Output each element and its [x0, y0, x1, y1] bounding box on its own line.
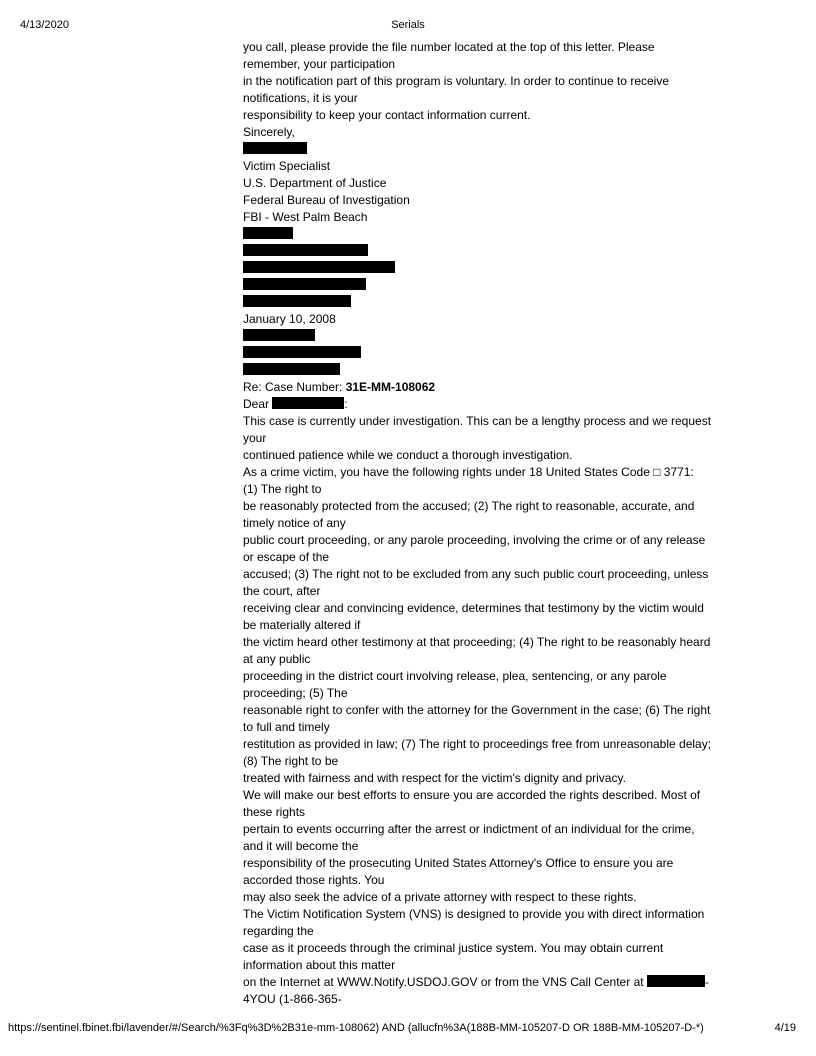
letter-body-line: may also seek the advice of a private attorney with respect to these rights.	[243, 890, 637, 904]
signature-office: FBI - West Palm Beach	[243, 210, 368, 224]
signature-bureau: Federal Bureau of Investigation	[243, 193, 410, 207]
letter-content	[243, 39, 715, 1008]
letter-body-line: restitution as provided in law; (7) The right to proceedings free from unreasonable delay;	[243, 737, 712, 751]
redacted-address-line	[243, 243, 715, 260]
letter-body-line: pertain to events occurring after the arrest or indictment of an individual for the crime,	[243, 822, 695, 836]
letter-body-line: information about this matter	[243, 958, 396, 972]
redacted-signature-line	[243, 141, 715, 158]
letter-body-line: be materially altered if	[243, 618, 361, 632]
redacted-address-line	[243, 226, 715, 243]
letter-body-line: proceeding in the district court involving release, plea, sentencing, or any parole	[243, 669, 667, 683]
vns-contact-dash: -	[704, 975, 709, 989]
letter-line: you call, please provide the file number located at the top of this letter. Please	[243, 40, 655, 54]
letter-body-line: As a crime victim, you have the following rights under 18 United States Code □ 3771:	[243, 465, 694, 479]
redaction-bar	[243, 142, 307, 154]
letter-line: 4YOU (1-866-365-	[243, 992, 342, 1006]
redaction-bar	[243, 261, 395, 273]
redaction-bar	[243, 227, 293, 239]
salutation-label: Dear	[243, 397, 270, 411]
letter-body-line: these rights	[243, 805, 306, 819]
case-number: 31E-MM-108062	[345, 380, 436, 394]
redaction-bar	[243, 278, 366, 290]
signature-department: U.S. Department of Justice	[243, 176, 387, 190]
letter-body-line: case as it proceeds through the criminal justice system. You may obtain current	[243, 941, 664, 955]
letter-body	[243, 413, 715, 974]
vns-contact-text: on the Internet at WWW.Notify.USDOJ.GOV or from the VNS Call Center at	[243, 975, 647, 989]
redaction-bar	[243, 329, 315, 341]
redaction-bar	[243, 295, 351, 307]
letter-date: January 10, 2008	[243, 312, 336, 326]
letter-body-line: The Victim Notification System (VNS) is designed to provide you with direct information	[243, 907, 705, 921]
salutation-colon: :	[344, 397, 348, 411]
letter-body-line: proceeding; (5) The	[243, 686, 348, 700]
closing-salutation: Sincerely,	[243, 125, 295, 139]
redaction-bar	[272, 397, 344, 409]
redacted-address-line	[243, 260, 715, 277]
print-date: 4/13/2020	[20, 19, 69, 31]
case-reference	[243, 379, 715, 396]
letter-line: remember, your participation	[243, 57, 396, 71]
letter-body-line: or escape of the	[243, 550, 330, 564]
letter-body-line: receiving clear and convincing evidence, determines that testimony by the victim would	[243, 601, 704, 615]
letter-body-line: your	[243, 431, 267, 445]
redacted-address-line	[243, 277, 715, 294]
redaction-bar	[243, 346, 361, 358]
redacted-recipient-line	[243, 362, 715, 379]
case-reference-label: Re: Case Number:	[243, 380, 346, 394]
redacted-address-line	[243, 294, 715, 311]
letter-line: in the notification part of this program is voluntary. In order to continue to receive	[243, 74, 669, 88]
letter-body-line: timely notice of any	[243, 516, 346, 530]
letter-body-line: treated with fairness and with respect for the victim's dignity and privacy.	[243, 771, 626, 785]
letter-body-line: accorded those rights. You	[243, 873, 385, 887]
letter-line: responsibility to keep your contact information current.	[243, 108, 531, 122]
redaction-bar	[243, 244, 368, 256]
redaction-bar	[647, 975, 705, 987]
letter-body-line: continued patience while we conduct a thorough investigation.	[243, 448, 573, 462]
letter-body-line: This case is currently under investigation. This can be a lengthy process and we request	[243, 414, 712, 428]
page-number: 4/19	[774, 1022, 796, 1034]
redacted-recipient-line	[243, 328, 715, 345]
letter-body-line: public court proceeding, or any parole proceeding, involving the crime or of any release	[243, 533, 706, 547]
letter-body-line: the court, after	[243, 584, 321, 598]
letter-body-line: responsibility of the prosecuting United States Attorney's Office to ensure you are	[243, 856, 674, 870]
letter-body-line: to full and timely	[243, 720, 330, 734]
print-title: Serials	[391, 19, 425, 31]
print-url: https://sentinel.fbinet.fbi/lavender/#/Search/%3Fq%3D%2B31e-mm-108062) AND (allucfn%3A(188B-MM-105207-D OR 188B-MM-105207-D-*)	[8, 1022, 704, 1034]
letter-body-line: be reasonably protected from the accused; (2) The right to reasonable, accurate, and	[243, 499, 695, 513]
letter-line: notifications, it is your	[243, 91, 358, 105]
letter-body-line: (1) The right to	[243, 482, 322, 496]
letter-body-line: We will make our best efforts to ensure you are accorded the rights described. Most of	[243, 788, 701, 802]
letter-body-line: at any public	[243, 652, 311, 666]
letter-body-line: the victim heard other testimony at that proceeding; (4) The right to be reasonably heard	[243, 635, 711, 649]
letter-body-line: (8) The right to be	[243, 754, 339, 768]
signature-title: Victim Specialist	[243, 159, 331, 173]
redacted-recipient-line	[243, 345, 715, 362]
salutation	[243, 396, 715, 413]
letter-body-line: accused; (3) The right not to be excluded from any such public court proceeding, unless	[243, 567, 709, 581]
redaction-bar	[243, 363, 340, 375]
vns-contact-line	[243, 974, 715, 991]
letter-body-line: regarding the	[243, 924, 314, 938]
letter-body-line: reasonable right to confer with the attorney for the Government in the case; (6) The right	[243, 703, 711, 717]
letter-body-line: and it will become the	[243, 839, 359, 853]
